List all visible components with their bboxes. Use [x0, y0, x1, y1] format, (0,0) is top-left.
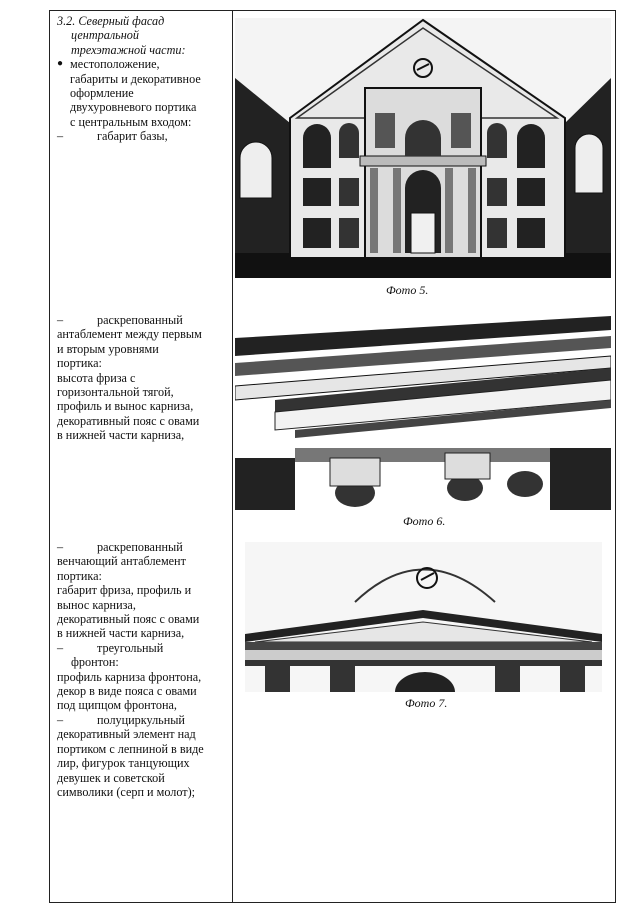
bullet-text-line: оформление: [70, 86, 134, 101]
text-line: антаблемент между первым: [57, 327, 202, 342]
dash-item-text: полуциркульный: [97, 712, 185, 727]
text-line: и вторым уровнями: [57, 341, 159, 356]
text-line: портика:: [57, 568, 102, 583]
text-line: декоративный пояс с овами: [57, 612, 200, 627]
text-line: портиком с лепниной в виде: [57, 741, 204, 756]
text-line: девушек и советской: [57, 770, 165, 785]
text-line: декоративный элемент над: [57, 727, 196, 742]
dash-item: [57, 313, 227, 327]
text-line: горизонтальной тягой,: [57, 385, 174, 400]
pediment-image: [245, 542, 602, 692]
text-line: символики (серп и молот);: [57, 784, 196, 799]
text-line: лир, фигурок танцующих: [57, 756, 190, 771]
photo-6-entablature: [235, 308, 611, 510]
dash-item: [57, 129, 227, 143]
text-line: габарит фриза, профиль и: [57, 583, 192, 598]
section-title-line2: центральной: [71, 28, 139, 43]
dash-mark: –: [57, 640, 64, 655]
dash-mark: –: [57, 540, 64, 554]
dash-item-text: габарит базы,: [97, 129, 168, 144]
dash-item: [57, 540, 227, 554]
facade-image: [235, 18, 611, 278]
dash-mark: –: [57, 129, 64, 144]
text-block-3: [57, 540, 227, 799]
text-line: профиль и вынос карниза,: [57, 399, 194, 414]
bullet-text-line: местоположение,: [70, 57, 160, 72]
entablature-image: [235, 308, 611, 510]
text-line: вынос карниза,: [57, 597, 136, 612]
bullet-icon: ●: [57, 58, 64, 70]
text-block-1: [57, 14, 227, 144]
text-line: фронтон:: [71, 655, 119, 670]
table-column-divider: [232, 10, 233, 903]
bullet-text-line: с центральным входом:: [70, 114, 192, 129]
bullet-text-line: двухуровневого портика: [70, 100, 197, 115]
text-block-2: [57, 313, 227, 443]
dash-item: [57, 713, 227, 727]
section-title-line3: трехэтажной части:: [71, 42, 186, 57]
photo-5-caption: Фото 5.: [386, 283, 429, 297]
photo-6-caption: Фото 6.: [403, 514, 446, 528]
bullet-text-line: габариты и декоративное: [70, 71, 201, 86]
dash-item-text: раскрепованный: [97, 313, 183, 327]
text-line: профиль карниза фронтона,: [57, 669, 202, 684]
dash-item: [57, 641, 227, 655]
text-line: под щипцом фронтона,: [57, 698, 177, 713]
photo-5-facade: [235, 18, 611, 278]
dash-item-text: треугольный: [97, 640, 164, 655]
bullet-item: [57, 57, 227, 129]
photo-7-caption: Фото 7.: [405, 696, 448, 710]
text-line: венчающий антаблемент: [57, 554, 186, 569]
text-line: портика:: [57, 356, 102, 371]
dash-item-text: раскрепованный: [97, 540, 183, 554]
dash-mark: –: [57, 712, 64, 727]
section-title: 3.2. Северный фасад: [57, 14, 165, 28]
text-line: декор в виде пояса с овами: [57, 684, 197, 699]
text-line: декоративный пояс с овами: [57, 413, 200, 428]
text-line: в нижней части карниза,: [57, 626, 185, 641]
dash-mark: –: [57, 313, 64, 327]
text-line: высота фриза с: [57, 370, 136, 385]
text-line: в нижней части карниза,: [57, 428, 185, 443]
photo-7-pediment: [245, 542, 602, 692]
